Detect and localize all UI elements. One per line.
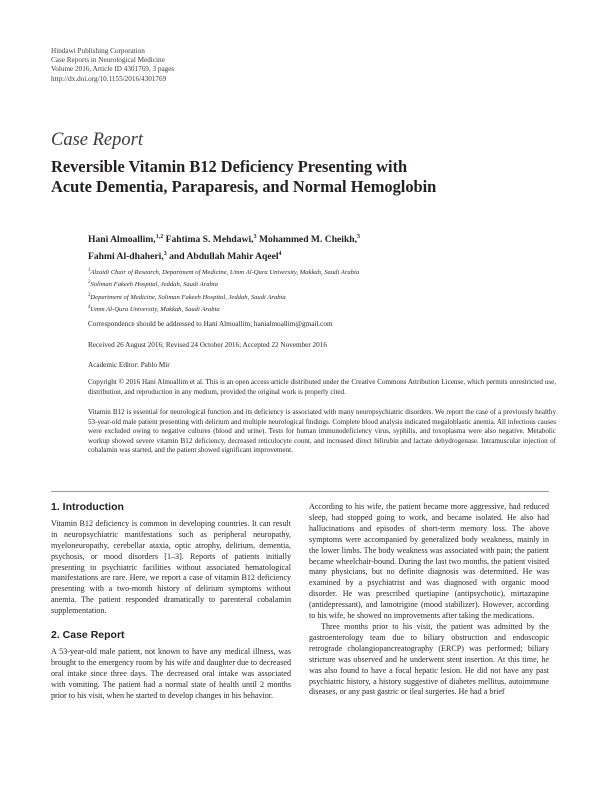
section-heading-case-report: 2. Case Report [51, 629, 125, 642]
author-name: Hani Almoallim, [88, 234, 156, 246]
author-affil-mark: 3 [253, 234, 257, 240]
affil-mark: 1 [88, 268, 91, 273]
abstract: Vitamin B12 is essential for neurological function and its deficiency is associated with many neuropsychiatric disorders. We report the case of a previously healthy 53-year-old male patient presenting with delirium and multiple neurological findings. Complete blood analysis indicated megaloblastic anemia. All infectious causes were excluded owing to negative cultures (blood and urine). Tests for human immunodeficiency virus, syphilis, and toxoplasma were also negative. Metabolic workup showed severe vitamin B12 deficiency, decreased reticulocyte count, and increased direct bilirubin and lactate dehydrogenase. Intramuscular injection of cobalamin was started, and the patient showed significant improvement. [88, 408, 556, 455]
correspondence: Correspondence should be addressed to Hani Almoallim; hanialmoallim@gmail.com [88, 320, 333, 328]
title-line-2: Acute Dementia, Paraparesis, and Normal Hemoglobin [51, 177, 437, 196]
case-report-paragraph: Three months prior to his visit, the patient was admitted by the gastroenterology team due to biliary obstruction and endoscopic retrograde cholangiopancreatography (ERCP) was performed; biliary stricture was observed and he underwent stent insertion. At this time, he was also found to have a focal hepatic lesion. He did not have any past psychiatric history, a history suggestive of diabetes mellitus, autoimmune diseases, or any past gastric or ileal surgeries. He had a brief [309, 621, 549, 697]
affiliation: Department of Medicine, Soliman Fakeeh Hospital, Jeddah, Saudi Arabia [90, 293, 286, 301]
author-list [88, 230, 548, 264]
case-report-text: A 53-year-old male patient, not known to have any medical illness, was brought to the emergency room by his wife and daughter due to decreased oral intake since three days. The decreased oral intake was associated with vomiting. The patient had a normal state of health until 2 months prior to his visit, when he started to develop changes in his behavior. [51, 646, 291, 700]
affil-mark: 2 [88, 280, 91, 286]
publisher-line: Hindawi Publishing Corporation [51, 47, 145, 55]
author-name: Fahtima S. Mehdawi, [165, 234, 254, 246]
affil-mark: 4 [88, 305, 91, 311]
affiliation-list [88, 266, 548, 316]
author-affil-mark: 4 [278, 251, 282, 258]
affiliation: Umm Al-Qura University, Makkah, Saudi Arabia [90, 306, 220, 314]
doi-link[interactable]: http://dx.doi.org/10.1155/2016/4301769 [51, 74, 167, 83]
affiliation: Soliman Fakeeh Hospital, Jeddah, Saudi Arabia [90, 281, 218, 289]
affiliation: Alzaidi Chair of Research, Department of Medicine, Umm Al-Qura University, Makkah, Saudi Arabia [90, 269, 360, 277]
author-name: and Abdullah Mahir Aqeel [169, 251, 279, 263]
author-affil-mark: 1,2 [155, 234, 164, 240]
copyright-notice: Copyright © 2016 Hani Almoallim et al. This is an open access article distributed under the Creative Commons Attribution License, which permits unrestricted use, distribution, and reproduction in any medium, provided the original work is properly cited. [88, 378, 556, 396]
title-line-1: Reversible Vitamin B12 Deficiency Presenting with [51, 157, 408, 176]
section-divider [51, 491, 549, 492]
academic-editor: Academic Editor: Pablo Mir [88, 361, 170, 369]
journal-line: Case Reports in Neurological Medicine [51, 56, 165, 65]
affil-mark: 3 [88, 292, 91, 298]
author-name: Mohammed M. Cheikh, [258, 234, 358, 246]
paper-title [51, 157, 551, 197]
dates: Received 26 August 2016; Revised 24 October 2016; Accepted 22 November 2016 [88, 341, 327, 349]
author-name: Fahmi Al-dhaheri, [88, 251, 164, 263]
article-type: Case Report [51, 130, 143, 150]
journal-header [51, 47, 351, 84]
left-column [51, 502, 291, 702]
case-report-paragraph: According to his wife, the patient became more aggressive, had reduced sleep, had stopped going to work, and became isolated. He also had hallucinations and episodes of short-term memory loss. The above symptoms were accompanied by generalized body weakness, mainly in the lower limbs. The body weakness was associated with pain; the patient became wheelchair-bound. During the last two months, the patient visited many physicians, but no definite diagnosis was determined. He was examined by a psychiatrist and was diagnosed with organic mood disorder. He was prescribed quetiapine (antipsychotic), mirtazapine (antidepressant), and lamotrigine (mood stabilizer). However, according to his wife, he showed no improvements after taking the medications. [309, 502, 549, 621]
section-heading-introduction: 1. Introduction [51, 501, 124, 513]
author-affil-mark: 3 [357, 234, 361, 240]
right-column [309, 502, 549, 698]
volume-line: Volume 2016, Article ID 4301769, 3 pages [51, 65, 175, 74]
author-affil-mark: 3 [163, 251, 167, 258]
introduction-text: Vitamin B12 deficiency is common in developing countries. It can result in neuropsychiatric manifestations such as peripheral neuropathy, myeloneuropathy, cerebellar ataxia, optic atrophy, delirium, dementia, psychosis, or mood disorders [1–3]. Reports of patients initially presenting to psychiatric facilities without associated hematological manifestations are rare. Here, we report a case of vitamin B12 deficiency presenting with a two-month history of delirium symptoms without anemia. The patient responded dramatically to parenteral cobalamin supplementation. [51, 518, 291, 616]
